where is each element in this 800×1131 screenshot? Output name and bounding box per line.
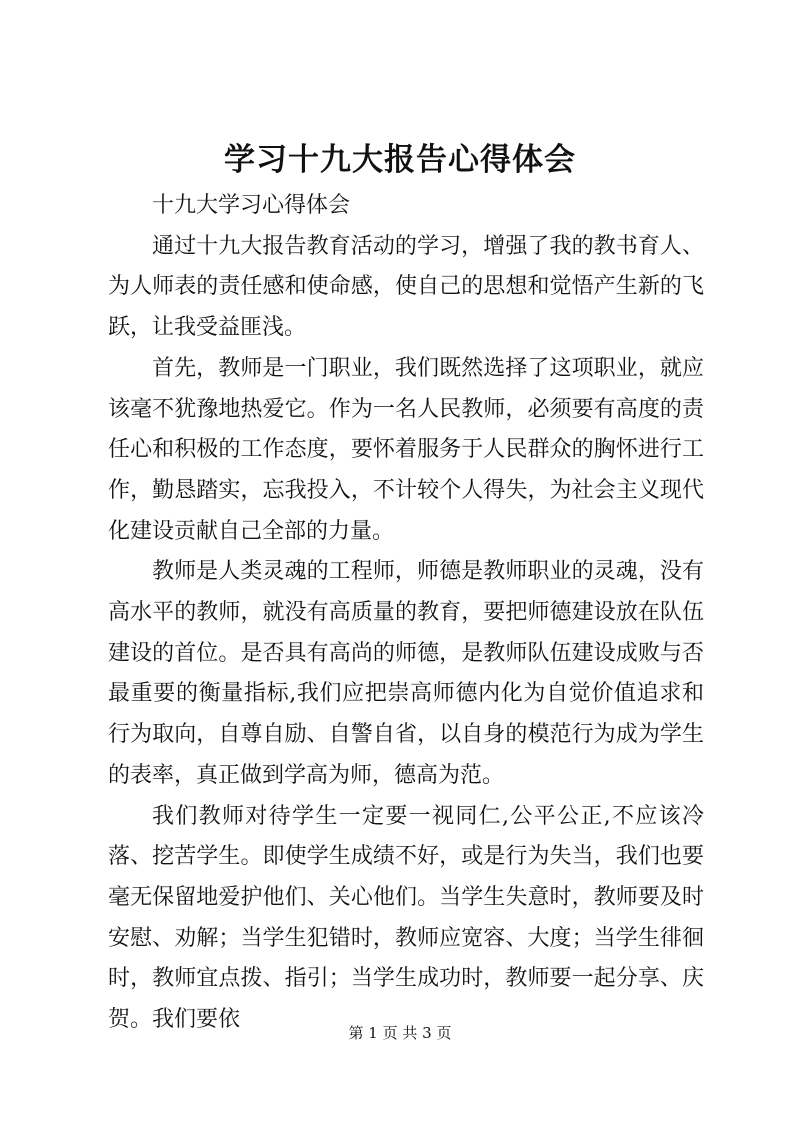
paragraph-3: 教师是人类灵魂的工程师，师德是教师职业的灵魂，没有高水平的教师，就没有高质量的教育，要把师德建设放在队伍建设的首位。是否具有高尚的师德，是教师队伍建设成败与否最重要的衡量指标,我们应把崇高师德内化为自觉价值追求和行为取向，自尊自励、自警自省，以自身的模范行为成为学生的表率，真正做到学高为师，德高为范。 xyxy=(108,559,704,788)
page-footer: 第 1 页 共 3 页 xyxy=(348,1024,452,1042)
paragraph-4: 我们教师对待学生一定要一视同仁,公平公正,不应该冷落、挖苦学生。即使学生成绩不好，或是行为失当，我们也要毫无保留地爱护他们、关心他们。当学生失意时，教师要及时安慰、劝解；当学生犯错时，教师应宽容、大度；当学生徘徊时，教师宜点拨、指引；当学生成功时，教师要一起分享、庆贺。我们要依 xyxy=(108,803,704,1033)
paragraph-1: 通过十九大报告教育活动的学习，增强了我的教书育人、为人师表的责任感和使命感，使自己的思想和觉悟产生新的飞跃，让我受益匪浅。 xyxy=(108,233,704,341)
document-subtitle: 十九大学习心得体会 xyxy=(152,193,351,218)
document-body xyxy=(108,186,704,1041)
document-title: 学习十九大报告心得体会 xyxy=(224,142,576,178)
paragraph-2: 首先，教师是一门职业，我们既然选择了这项职业，就应该毫不犹豫地热爱它。作为一名人民教师，必须要有高度的责任心和积极的工作态度，要怀着服务于人民群众的胸怀进行工作，勤恳踏实，忘我投入，不计较个人得失，为社会主义现代化建设贡献自己全部的力量。 xyxy=(108,355,704,544)
